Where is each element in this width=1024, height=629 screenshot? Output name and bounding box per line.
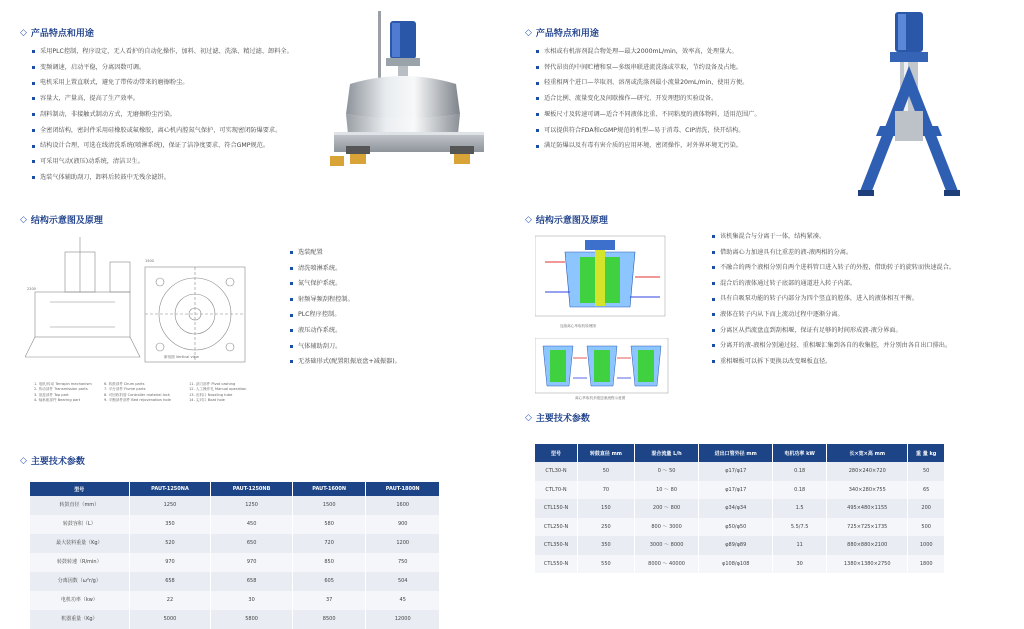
list-item: 借助离心力加速具有比重差的液-液两相的分离。 [712,245,955,261]
table-header: 转鼓直径 mm [578,444,635,462]
table-row: CTL350-N 350 3000 ～ 8000 φ89/φ89 11 880×880×2100 1000 [535,536,945,555]
diamond-icon: ◇ [20,455,27,466]
left-options-list [290,245,401,370]
list-item: 清洗喷淋系统。 [290,261,401,277]
table-row: CTL70-N 70 10 ～ 80 φ17/φ17 0.18 340×280×755 65 [535,481,945,500]
list-item: 混合后的液体通过转子底部的通道进入转子内部。 [712,276,955,292]
left-spec-table [30,482,440,629]
list-item: 不融合的两个液相分别自两个进料管口进入转子的外腔，借助转子的旋转而快速混合。 [712,260,955,276]
list-item: 氮气保护系统。 [290,276,401,292]
list-item: 可采用气动(液压)动系统，清洁卫生。 [32,154,293,170]
list-item: 变频调速，启动平稳，分离因数可调。 [32,60,293,76]
table-row: 转鼓转速（R/min） 970 970 850 750 [30,553,440,572]
right-features-title: ◇ 产品特点和用途 [525,27,599,39]
svg-text:2200: 2200 [27,287,36,291]
list-item: 气体辅助刮刀。 [290,339,401,355]
table-header: PAUT-1250NA [129,482,211,496]
list-item: 重相堰板可以拆下更换以改变堰板直径。 [712,354,955,370]
drawing-caption: 俯视图 Vertical view [164,355,199,359]
table-header: 进出口管外径 mm [699,444,773,462]
centrifuge-machine-image [320,6,500,181]
table-header: PAUT-1800N [366,482,440,496]
left-structure-title: ◇ 结构示意图及原理 [20,214,103,226]
right-structure-list [712,229,955,369]
list-item: 分离区从挡流盘直到刮相堰，保证有足够的时间形成液-液分界面。 [712,323,955,339]
right-params-title: ◇ 主要技术参数 [525,412,590,424]
list-item: 全密闭结构，密封件采用硅橡胶或氟橡胶，离心机内腔氮气保护，可实现密闭防爆要求。 [32,123,293,139]
table-row: 最大装料重量（Kg） 520 650 720 1200 [30,534,440,553]
list-item: 液体在转子内从下而上流动过程中逐渐分离。 [712,307,955,323]
left-params-title: ◇ 主要技术参数 [20,455,85,467]
extractor-principle-diagram [535,232,675,332]
svg-text:1500: 1500 [145,259,154,263]
table-header: 电机功率 kW [773,444,827,462]
table-header: 型号 [30,482,129,496]
table-row: 电机功率（kw） 22 30 37 45 [30,591,440,610]
table-row: 转鼓容积（L） 350 450 580 900 [30,515,440,534]
list-item: 选装配置 [290,245,401,261]
list-item: 无基础形式(配置阻振底盘+减振器)。 [290,354,401,370]
table-header: 混合流量 L/h [634,444,699,462]
table-row: 分离因数（ω²r/g） 658 658 605 504 [30,572,440,591]
list-item: 采用PLC控制，程序设定，无人看护的自动化操作，加料、初过滤、洗涤、精过滤、卸料全。 [32,44,293,60]
list-item: PLC程序控制。 [290,307,401,323]
table-header-row [535,444,945,462]
right-feature-list [536,44,761,154]
list-item: 堰板尺寸及转速可调—适合不同液体比重、不同粘度的液体物料，适用范围广。 [536,107,761,123]
multistage-flow-diagram [535,338,670,396]
principle-caption: 连续离心萃取机原理图 [560,324,596,328]
diamond-icon: ◇ [20,27,27,38]
list-item: 结构设计合理，可选在线清洗系统(喷淋系统)，保证了洁净度要求，符合GMP规范。 [32,138,293,154]
flow-caption: 离心萃取机多级逆流流程示意图 [575,396,626,400]
table-header: 型号 [535,444,578,462]
table-row: CTL550-N 550 8000 ～ 40000 φ108/φ108 30 1380×1380×2750 1800 [535,555,945,574]
list-item: 电机采用上置直联式，避免了带传动带来的磨擦粉尘。 [32,75,293,91]
list-item: 容量大，产量高，提高了生产效率。 [32,91,293,107]
left-feature-list [32,44,293,185]
table-header-row [30,482,440,496]
list-item: 液压动作系统。 [290,323,401,339]
diamond-icon: ◇ [525,214,532,225]
table-row: 转鼓直径（mm） 1250 1250 1500 1600 [30,496,440,515]
list-item: 选装气体辅助刮刀，卸料后转鼓中无残余滤饼。 [32,170,293,186]
list-item: 具有自吸泵功能的转子内部分为四个竖直的腔体，进入的液体相互平衡。 [712,291,955,307]
list-item: 射频导频刮程控制。 [290,292,401,308]
list-item: 适合比例、流量变化及间歇操作—研究、开发理想的实验设备。 [536,91,761,107]
right-spec-table [535,444,945,573]
extractor-machine-image [840,6,980,202]
diamond-icon: ◇ [525,412,532,423]
table-row: CTL250-N 250 800 ～ 3000 φ50/φ50 5.5/7.5 725×725×1735 500 [535,518,945,537]
table-header: PAUT-1250NB [211,482,293,496]
left-features-title: ◇ 产品特点和用途 [20,27,94,39]
list-item: 该机集混合与分离于一体，结构紧凑。 [712,229,955,245]
list-item: 刮料制动，非接触式制动方式，无磨擦粉尘污染。 [32,107,293,123]
list-item: 可以提供符合FDA和cGMP规范的机型—易于消毒、CIP清洗，快开结构。 [536,123,761,139]
drawing-legend: 1. 电机/传动 Terrapin mechanism 6. 转鼓部件 Drum parts 11. 刮刀部件 Pivot cashing 2. 传动部件 Transmission parts 7. 平台部件 Flume parts 12. 人工操作孔 Manual operation 3. 顶盖部件 Top part 8. 可回收料管 Controller material lock 13. 出料口 Nozzling tube 4. 轴承座部件 Bearing part 9. 平衡部件部件 Bed rejuvenation hole 14. 尖对口 Boat hole [34,382,247,403]
list-item: 替代昂贵的中间贮槽和泵—多级串联进流洗涤或萃取，节约设备及占地。 [536,60,761,76]
right-structure-title: ◇ 结构示意图及原理 [525,214,608,226]
list-item: 满足防爆以及有毒有害介质的应用环境，密闭操作，对外界环境无污染。 [536,138,761,154]
list-item: 轻重相两个进口—萃取剂、溶剂或洗涤剂最小流量20mL/min，使用方便。 [536,75,761,91]
centrifuge-technical-drawing [25,232,265,372]
diamond-icon: ◇ [20,214,27,225]
table-row: 机器重量（Kg） 5000 5800 8500 12000 [30,610,440,629]
table-header: 长×宽×高 mm [827,444,908,462]
list-item: 水相或有机溶剂混合物处理—最大2000mL/min，效率高，处理量大。 [536,44,761,60]
table-header: 重 量 kg [908,444,945,462]
diamond-icon: ◇ [525,27,532,38]
list-item: 分离开的液-液相分别通过轻、重相堰汇集到各自的收集腔，并分别由各自出口排出。 [712,338,955,354]
table-header: PAUT-1600N [292,482,366,496]
table-row: CTL30-N 50 0 ～ 50 φ17/φ17 0.18 280×240×720 50 [535,462,945,481]
table-row: CTL150-N 150 200 ～ 800 φ34/φ34 1.5 495×480×1155 200 [535,499,945,518]
